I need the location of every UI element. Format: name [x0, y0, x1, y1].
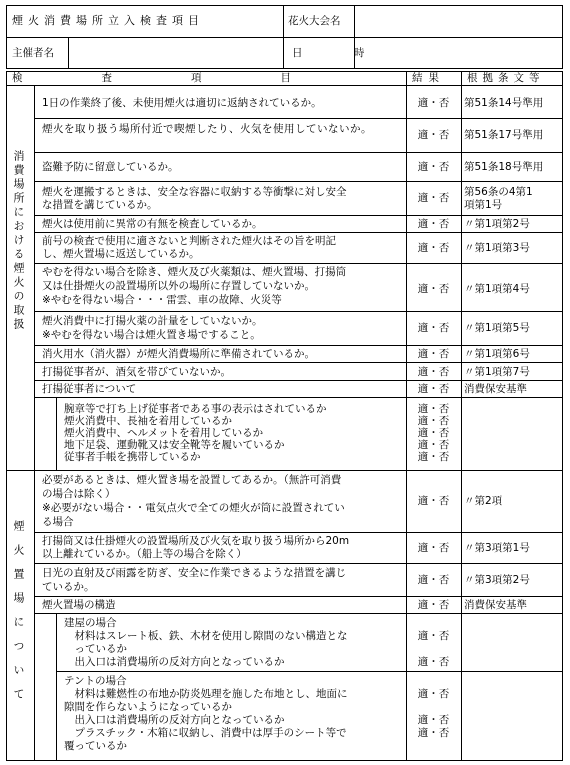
s1-row11-result[interactable]: 適・否: [417, 383, 450, 395]
sec2-side-divider: [34, 470, 35, 761]
row-line: [34, 263, 563, 264]
s2-row6-text-c: 隙間を作らないようになっているか: [64, 701, 232, 713]
s2-row1-basis: 〃第2項: [464, 495, 503, 507]
col-header-basis: 根拠条文等: [467, 72, 545, 84]
s1-row12-result-a[interactable]: 適・否: [417, 403, 450, 415]
s2-row4-text: 煙火置場の構造: [42, 599, 116, 611]
s1-row12-result-b[interactable]: 適・否: [417, 415, 450, 427]
s1-row3-text: 盗難予防に留意しているか。: [42, 161, 179, 173]
s2-row2-basis: 〃第3項第1号: [464, 542, 530, 554]
s2-row6-text-d: 出入口は消費場所の反対方向となっているか: [64, 714, 285, 726]
s1-row4-text-b: な措置を講じているか。: [42, 199, 158, 211]
section-2-title: 煙火置場について: [12, 520, 25, 712]
s1-row2-result[interactable]: 適・否: [417, 129, 450, 141]
s1-row12-result-e[interactable]: 適・否: [417, 451, 450, 463]
row-line: [34, 613, 563, 614]
s2-row5-text-c: っているか: [64, 643, 127, 655]
s1-row10-basis: 〃第1項第7号: [464, 366, 530, 378]
s2-row1-text-d: る場合: [42, 516, 74, 528]
s1-row11-basis: 消費保安基準: [464, 383, 527, 395]
organizer-label: 主催者名: [12, 47, 54, 59]
s1-row5-result[interactable]: 適・否: [417, 218, 450, 230]
s1-row4-result[interactable]: 適・否: [417, 192, 450, 204]
s1-row8-basis: 〃第1項第5号: [464, 322, 530, 334]
row-line: [34, 563, 563, 564]
s1-row7-text-c: ※やむを得ない場合・・・雷雲、車の故障、火災等: [42, 294, 282, 306]
s1-row7-text-b: 又は仕掛煙火の設置場所以外の場所に存置していないか。: [42, 280, 315, 292]
s1-row4-text-a: 煙火を運搬するときは、安全な容器に収納する等衝撃に対し安全: [42, 186, 347, 198]
s1-row5-text: 煙火は使用前に異常の有無を検査しているか。: [42, 218, 263, 230]
s1-row6-text-b: し、煙火置場に返送しているか。: [42, 248, 200, 260]
col-header-bottom: [6, 85, 563, 86]
s2-row6-text-f: 覆っているか: [64, 740, 127, 752]
s1-row9-result[interactable]: 適・否: [417, 348, 450, 360]
s1-row8-result[interactable]: 適・否: [417, 322, 450, 334]
s2-row2-text-b: 以上離れているか。（船上等の場合を除く）: [42, 548, 247, 560]
event-name-label: 花火大会名: [288, 15, 341, 27]
header-divider: [6, 37, 563, 38]
col-header-item-text: 検査項目: [12, 72, 370, 84]
col-header-item: [12, 72, 402, 84]
s2-row4-result[interactable]: 適・否: [417, 599, 450, 611]
s1-row12-result-d[interactable]: 適・否: [417, 439, 450, 451]
s1-row9-basis: 〃第1項第6号: [464, 348, 530, 360]
s1-row12-result-c[interactable]: 適・否: [417, 427, 450, 439]
s2-row3-result[interactable]: 適・否: [417, 574, 450, 586]
s2-row6-result-b[interactable]: 適・否: [417, 714, 450, 726]
section-1-title: 消費場所における煙火の取扱: [12, 150, 25, 332]
row-line: [34, 397, 563, 398]
s2-row1-text-c: ※必要がない場合・・電気点火で全ての煙火が筒に設置されてい: [42, 502, 345, 514]
s2-row3-text-a: 日光の直射及び雨露を防ぎ、安全に作業できるような措置を講じ: [42, 567, 347, 579]
row-line: [34, 311, 563, 312]
s1-row4-basis-a: 第56条の4第1: [464, 186, 533, 198]
s1-row9-text: 消火用水（消火器）が煙火消費場所に準備されているか。: [42, 348, 315, 360]
s1-row10-result[interactable]: 適・否: [417, 366, 450, 378]
s1-row1-text: 1日の作業終了後、未使用煙火は適切に返納されているか。: [42, 97, 322, 109]
row-line: [34, 118, 563, 119]
s1-row4-basis-b: 項第1号: [464, 199, 503, 211]
s1-row7-text-a: やむを得ない場合を除き、煙火及び火薬類は、煙火置場、打揚筒: [42, 266, 347, 278]
row-line: [34, 380, 563, 381]
s2-row5-result-a[interactable]: 適・否: [417, 630, 450, 642]
s1-row5-basis: 〃第1項第2号: [464, 218, 530, 230]
row-line: [34, 152, 563, 153]
s2-row5-result-b[interactable]: 適・否: [417, 656, 450, 668]
s1-row11-text: 打揚従事者について: [42, 383, 137, 395]
row-line: [34, 215, 563, 216]
row-line: [56, 671, 563, 672]
s1-row10-text: 打揚従事者が、酒気を帯びていないか。: [42, 366, 231, 378]
row-line: [34, 362, 563, 363]
s2-row5-text-b: 材料はスレート板、鉄、木材を使用し隙間のない構造とな: [64, 630, 348, 642]
s1-row1-result[interactable]: 適・否: [417, 97, 450, 109]
s2-row6-text-e: プラスチック・木箱に収納し、消費中は厚手のシート等で: [64, 727, 347, 739]
row-line: [34, 345, 563, 346]
s1-row12-text-d: 地下足袋、運動靴又は安全靴等を履いているか: [64, 439, 285, 451]
header-v1: [283, 5, 284, 69]
s1-row12-text-a: 腕章等で打ち上げ従事者である事の表示はされているか: [64, 403, 327, 415]
s1-row3-basis: 第51条18号準用: [464, 161, 544, 173]
s2-row5-text-d: 出入口は消費場所の反対方向となっているか: [64, 656, 285, 668]
section-divider: [6, 470, 563, 471]
row-line: [34, 181, 563, 182]
s2-row1-text-b: の場合は除く）: [42, 488, 116, 500]
sub-indent-line-2: [56, 613, 57, 761]
s1-row6-text-a: 前号の検査で使用に適さないと判断された煙火はその旨を明記: [42, 235, 336, 247]
s2-row2-result[interactable]: 適・否: [417, 542, 450, 554]
s2-row2-text-a: 打揚筒又は仕掛煙火の設置場所及び火気を取り扱う場所から20m: [42, 535, 350, 547]
s1-row2-text: 煙火を取り扱う場所付近で喫煙したり、火気を使用していないか。: [42, 123, 372, 135]
s2-row6-result-a[interactable]: 適・否: [417, 688, 450, 700]
s2-row5-text-a: 建屋の場合: [64, 617, 117, 629]
header-v3: [68, 37, 69, 69]
s1-row3-result[interactable]: 適・否: [417, 161, 450, 173]
s2-row1-result[interactable]: 適・否: [417, 495, 450, 507]
s1-row12-text-e: 従事者手帳を携帯しているか: [64, 451, 201, 463]
s1-row12-text-b: 煙火消費中、長袖を着用しているか: [64, 415, 232, 427]
col-divider-basis: [461, 71, 462, 761]
s1-row6-result[interactable]: 適・否: [417, 242, 450, 254]
row-line: [34, 232, 563, 233]
s1-row1-basis: 第51条14号準用: [464, 97, 544, 109]
s2-row6-text-b: 材料は難燃性の布地か防炎処理を施した布地とし、地面に: [64, 688, 348, 700]
s1-row12-text-c: 煙火消費中、ヘルメットを着用しているか: [64, 427, 264, 439]
col-header-result: 結果: [412, 72, 445, 84]
s1-row7-result[interactable]: 適・否: [417, 283, 450, 295]
s1-row8-text-a: 煙火消費中に打揚火薬の計量をしていないか。: [42, 315, 263, 327]
sub-indent-line: [56, 397, 57, 470]
s2-row1-text-a: 必要があるときは、煙火置き場を設置してあるか。（無許可消費: [42, 474, 342, 486]
s1-row6-basis: 〃第1項第3号: [464, 242, 530, 254]
row-line: [34, 532, 563, 533]
s2-row3-basis: 〃第3項第2号: [464, 574, 530, 586]
s2-row6-text-a: テントの場合: [64, 675, 127, 687]
datetime-label: 日 時: [292, 47, 389, 59]
s1-row2-basis: 第51条17号準用: [464, 129, 544, 141]
header-v2: [354, 5, 355, 37]
sec1-side-divider: [34, 85, 35, 470]
s2-row6-result-c[interactable]: 適・否: [417, 727, 450, 739]
s1-row7-basis: 〃第1項第4号: [464, 283, 530, 295]
s1-row8-text-b: ※やむを得ない場合は煙火置き場ですること。: [42, 329, 261, 341]
form-title: 煙火消費場所立入検査項目: [12, 14, 204, 27]
s2-row4-basis: 消費保安基準: [464, 599, 527, 611]
row-line: [34, 596, 563, 597]
s2-row3-text-b: ているか。: [42, 581, 95, 593]
